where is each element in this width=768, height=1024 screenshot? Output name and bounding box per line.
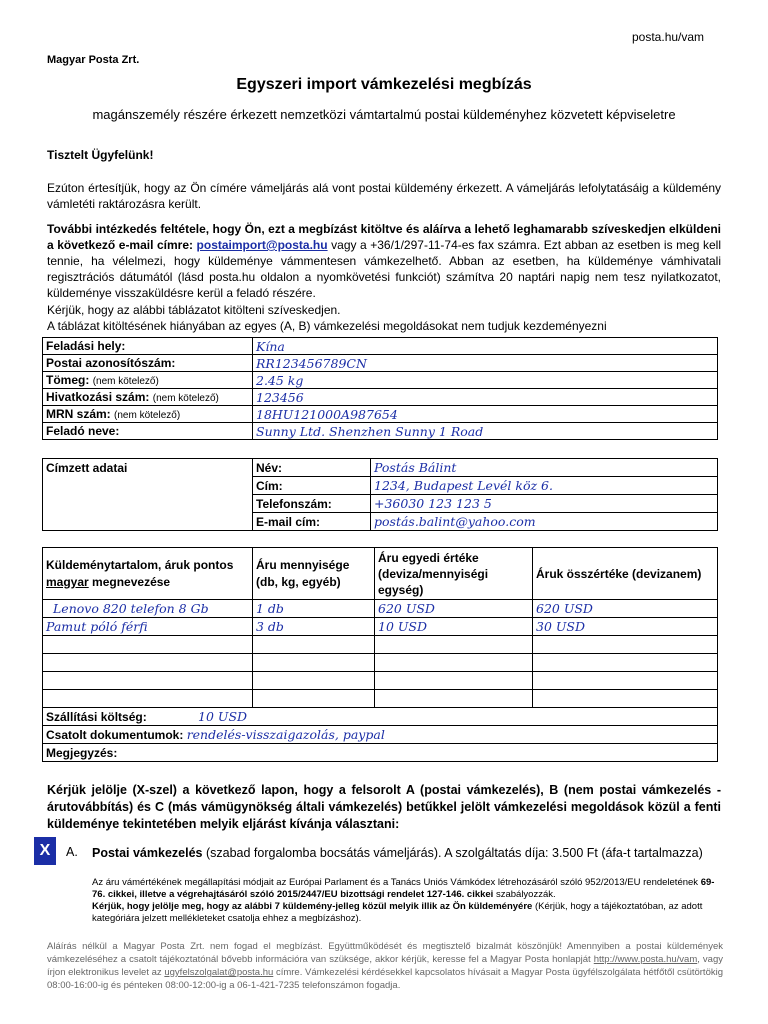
recipient-label: Cím: [253, 477, 371, 495]
goods-empty-cell[interactable] [533, 654, 718, 672]
table-row [43, 636, 718, 654]
email-link[interactable]: postaimport@posta.hu [196, 238, 328, 252]
intro-paragraph-4: A táblázat kitöltésének hiányában az egyes (A, B) vámkezelési megoldásokat nem tudjuk kezdeményezni [47, 319, 607, 333]
intro-paragraph-1: Ezúton értesítjük, hogy az Ön címére vámeljárás alá vont postai küldemény érkezett. A vámeljárás lefolytatásáig a küldemény vámletéti raktározásra került. [47, 181, 721, 211]
shipping-label: Szállítási költség: [46, 710, 147, 724]
shipment-label: Hivatkozási szám: (nem kötelező) [43, 389, 253, 406]
shipment-label: Feladási hely: [43, 338, 253, 355]
goods-empty-cell[interactable] [43, 672, 253, 690]
table-row [43, 690, 718, 708]
table-row [43, 672, 718, 690]
intro-paragraph-2 [47, 221, 721, 301]
goods-empty-cell[interactable] [375, 690, 533, 708]
recipient-label: E-mail cím: [253, 513, 371, 531]
goods-unit[interactable]: 620 USD [375, 600, 533, 618]
goods-empty-cell[interactable] [43, 636, 253, 654]
goods-empty-cell[interactable] [253, 654, 375, 672]
goods-header-row [43, 548, 718, 600]
goods-total[interactable]: 30 USD [533, 618, 718, 636]
table-row [43, 355, 718, 372]
p2-rest: vagy a +36/1/297-11-74-es fax számra. Ezt abban az esetben is meg kell tennie, ha vélelmezi, hogy küldeménye vámmentesen vámkezelhető. Abban az esetben, ha küldeménye vámhivatali regisztrációs dátumától (lásd posta.hu oldalon a nyomkövetési funkciót) számítva 20 naptári napig nem tesz nyilatkozatot, küldeménye visszaküldésre kerül a feladó részére. [47, 238, 721, 300]
header-url: posta.hu/vam [632, 30, 705, 44]
option-a-note-1: Az áru vámértékének megállapítási módjait az Európai Parlament és a Tanács Uniós Vámkódex létrehozásáról szóló 952/2013/EU rendeletének 69-76. cikkei, illetve a végrehajtásáról szóló 2015/2447/EU bizottsági rendelet 127-146. cikkei szabályozzák. [92, 877, 715, 900]
goods-header-qty: Áru mennyisége (db, kg, egyéb) [253, 548, 375, 600]
greeting: Tisztelt Ügyfelünk! [47, 148, 154, 162]
table-row [43, 618, 718, 636]
goods-header-name: Küldeménytartalom, áruk pontos magyar megnevezése [43, 548, 253, 600]
shipment-label: Feladó neve: [43, 423, 253, 440]
goods-empty-cell[interactable] [375, 672, 533, 690]
shipment-label: MRN szám: (nem kötelező) [43, 406, 253, 423]
table-row [43, 423, 718, 440]
option-a-checkbox[interactable]: X [34, 837, 56, 865]
table-row [43, 338, 718, 355]
goods-name[interactable]: Lenovo 820 telefon 8 Gb [43, 600, 253, 618]
footer-web-link[interactable]: http://www.posta.hu/vam [593, 954, 698, 965]
shipment-label: Tömeg: (nem kötelező) [43, 372, 253, 389]
recipient-value[interactable]: +36030 123 123 5 [371, 495, 718, 513]
table-row [43, 389, 718, 406]
goods-qty[interactable]: 3 db [253, 618, 375, 636]
goods-empty-cell[interactable] [253, 636, 375, 654]
table-row [43, 372, 718, 389]
recipient-table [42, 458, 718, 531]
footer-email-link[interactable]: ugyfelszolgalat@posta.hu [164, 967, 274, 978]
notes-row [43, 744, 718, 762]
table-row [43, 406, 718, 423]
shipment-label: Postai azonosítószám: [43, 355, 253, 372]
goods-total[interactable]: 620 USD [533, 600, 718, 618]
intro-paragraph-3: Kérjük, hogy az alábbi táblázatot kitölteni szíveskedjen. [47, 303, 341, 317]
table-row [43, 600, 718, 618]
goods-empty-cell[interactable] [533, 672, 718, 690]
goods-empty-cell[interactable] [43, 690, 253, 708]
docs-value: rendelés-visszaigazolás, paypal [186, 727, 385, 742]
choice-instruction: Kérjük jelölje (X-szel) a következő lapon, hogy a felsorolt A (postai vámkezelés), B (nem postai vámkezelés - árutovábbítás) és C (más vámügynökség általi vámkezelés) betűkkel jelölt vámkezelési megoldások közül a fenti küldeménye tekintetében melyik eljárást kívánja választani: [47, 783, 721, 831]
shipment-value[interactable]: 18HU121000A987654 [253, 406, 718, 423]
shipping-row [43, 708, 718, 726]
shipping-cell[interactable] [43, 708, 718, 726]
recipient-value[interactable]: 1234, Budapest Levél köz 6. [371, 477, 718, 495]
shipment-table [42, 337, 718, 440]
docs-row [43, 726, 718, 744]
goods-qty[interactable]: 1 db [253, 600, 375, 618]
recipient-label: Név: [253, 459, 371, 477]
goods-empty-cell[interactable] [375, 636, 533, 654]
option-a-note-2: Kérjük, hogy jelölje meg, hogy az alábbi 7 küldemény-jelleg közül melyik illik az Ön küldeményére (Kérjük, hogy a tájékoztatóban, az adott kategóriára jelzett mellékleteket csatolja ehhez a megbízáshoz). [92, 901, 703, 924]
docs-cell[interactable] [43, 726, 718, 744]
table-row [43, 654, 718, 672]
company-name: Magyar Posta Zrt. [47, 54, 140, 66]
notes-label[interactable]: Megjegyzés: [43, 744, 718, 762]
option-a-desc: (szabad forgalomba bocsátás vámeljárás). A szolgáltatás díja: 3.500 Ft (áfa-t tartalmazza) [202, 846, 703, 860]
goods-table [42, 547, 718, 762]
docs-label: Csatolt dokumentumok: [46, 728, 184, 742]
page-title: Egyszeri import vámkezelési megbízás [236, 76, 532, 93]
goods-name[interactable]: Pamut póló férfi [43, 618, 253, 636]
shipment-value[interactable]: 123456 [253, 389, 718, 406]
goods-empty-cell[interactable] [533, 690, 718, 708]
shipment-value[interactable]: Sunny Ltd. Shenzhen Sunny 1 Road [253, 423, 718, 440]
page-subtitle: magánszemély részére érkezett nemzetközi vámtartalmú postai küldeményhez közvetett képviseletre [92, 107, 676, 122]
option-a-title-bold: Postai vámkezelés [92, 846, 203, 860]
footer-text: Aláírás nélkül a Magyar Posta Zrt. nem fogad el megbízást. Együttműködését és megtisztelő bizalmát köszönjük! Amennyiben a postai küldemények vámkezeléséhez a csatolt tájékoztatónál bővebb információra van szüksége, akkor kérjük, keresse fel a Magyar Posta honlapját http://www.posta.hu/vam, vagy írjon elektronikus levelet az ugyfelszolgalat@posta.hu címre. Vámkezelési kérdésekkel kapcsolatos hívásait a Magyar Posta ügyfélszolgálata hétfőtől csütörtökig 08:00-16:00-ig és pénteken 08:00-12:00-ig a 06-1-421-7235 telefonszámon fogadja. [47, 941, 724, 991]
table-row [43, 459, 718, 477]
shipment-value[interactable]: 2.45 kg [253, 372, 718, 389]
shipment-value[interactable]: RR123456789CN [253, 355, 718, 372]
shipping-value: 10 USD [198, 709, 248, 724]
goods-empty-cell[interactable] [253, 690, 375, 708]
option-a-letter: A. [66, 845, 78, 859]
goods-empty-cell[interactable] [375, 654, 533, 672]
recipient-value[interactable]: postás.balint@yahoo.com [371, 513, 718, 531]
recipient-label: Telefonszám: [253, 495, 371, 513]
goods-header-total: Áruk összértéke (devizanem) [533, 548, 718, 600]
shipment-value[interactable]: Kína [253, 338, 718, 355]
option-a-title [92, 845, 712, 861]
p2-bold: További intézkedés feltétele, hogy Ön, ezt a megbízást kitöltve és aláírva a lehető leghamarabb szíveskedjen elküldeni a következő e-mail címre: [47, 222, 721, 252]
goods-header-unit: Áru egyedi értéke (deviza/mennyiségi egység) [375, 548, 533, 600]
recipient-section-label: Címzett adatai [43, 459, 253, 531]
goods-unit[interactable]: 10 USD [375, 618, 533, 636]
goods-empty-cell[interactable] [533, 636, 718, 654]
goods-empty-cell[interactable] [253, 672, 375, 690]
recipient-value[interactable]: Postás Bálint [371, 459, 718, 477]
goods-empty-cell[interactable] [43, 654, 253, 672]
